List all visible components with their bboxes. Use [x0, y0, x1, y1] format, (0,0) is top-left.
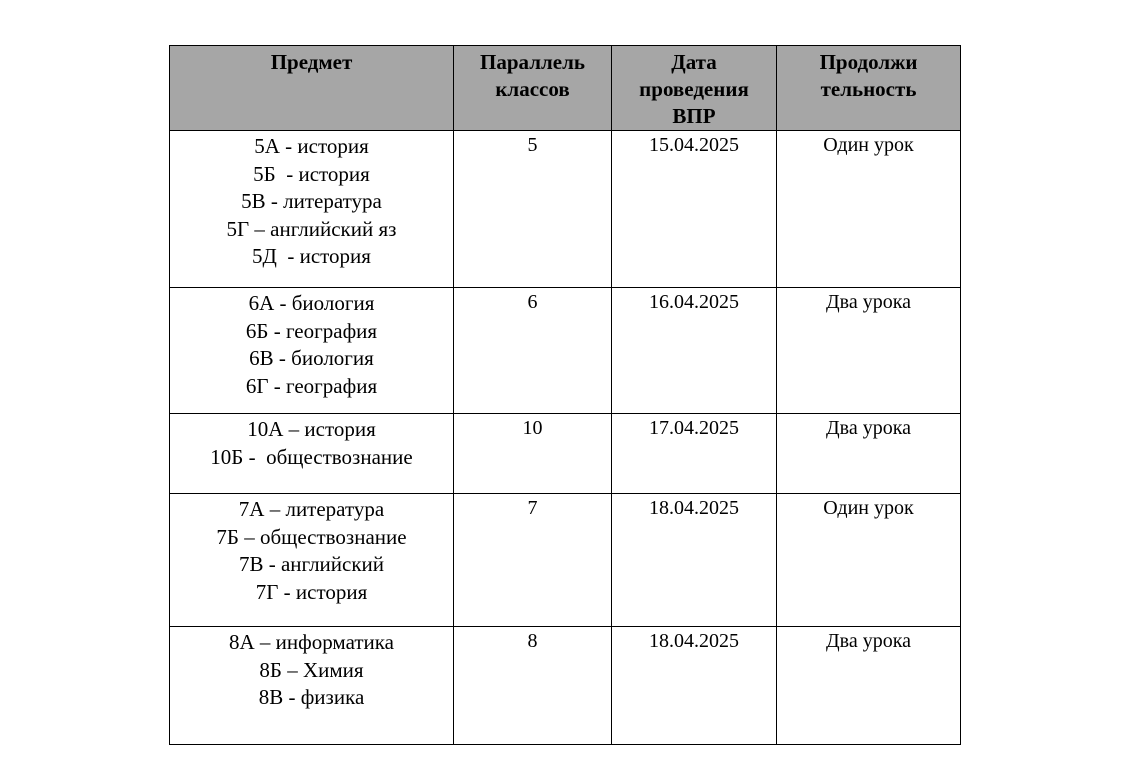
- subject-line: 6В - биология: [249, 346, 374, 371]
- duration-cell: Один урок: [777, 494, 961, 627]
- duration-cell: Два урока: [777, 414, 961, 494]
- subject-line: 7А – литература: [238, 497, 385, 521]
- table-row: [170, 494, 961, 627]
- subject-line: 10Б - обществознание: [210, 444, 413, 469]
- grade-cell: 8: [454, 627, 612, 745]
- date-cell: 15.04.2025: [612, 131, 777, 288]
- subject-cell: [170, 494, 454, 627]
- subject-line: 8Б – Химия: [259, 657, 364, 682]
- subject-cell: [170, 131, 454, 288]
- subject-line: 6Б - география: [245, 318, 378, 343]
- header-date-line: ВПР: [672, 104, 716, 128]
- header-duration-line: тельность: [820, 77, 917, 101]
- header-subject-text: Предмет: [270, 50, 353, 74]
- header-date: [612, 46, 777, 131]
- date-cell: 18.04.2025: [612, 627, 777, 745]
- header-grade-line: классов: [495, 77, 570, 101]
- date-cell: 18.04.2025: [612, 494, 777, 627]
- subject-line: 5В - литература: [241, 189, 382, 214]
- subject-line: 10А – история: [247, 417, 376, 441]
- table-row: [170, 414, 961, 494]
- header-subject: [170, 46, 454, 131]
- subject-line: 5Д - история: [252, 244, 371, 269]
- grade-cell: 7: [454, 494, 612, 627]
- grade-cell: 6: [454, 288, 612, 414]
- header-grade: [454, 46, 612, 131]
- subject-cell: [170, 627, 454, 745]
- vpr-schedule-table: [169, 45, 961, 745]
- subject-line: 7Б – обществознание: [216, 524, 407, 549]
- table-row: [170, 627, 961, 745]
- duration-cell: Два урока: [777, 627, 961, 745]
- subject-line: 5Б - история: [253, 161, 370, 186]
- date-cell: 16.04.2025: [612, 288, 777, 414]
- subject-line: 8А – информатика: [229, 630, 394, 654]
- grade-cell: 5: [454, 131, 612, 288]
- subject-line: 8В - физика: [258, 685, 365, 710]
- header-date-line: проведения: [639, 77, 749, 101]
- subject-line: 7Г - история: [255, 579, 368, 604]
- table-header-row: [170, 46, 961, 131]
- header-grade-line: Параллель: [480, 50, 585, 74]
- subject-cell: [170, 288, 454, 414]
- subject-line: 7В - английский: [238, 552, 385, 577]
- subject-line: 6А - биология: [248, 291, 375, 315]
- header-date-line: Дата: [671, 50, 717, 74]
- header-duration-line: Продолжи: [819, 50, 918, 74]
- subject-cell: [170, 414, 454, 494]
- table-row: [170, 288, 961, 414]
- subject-line: 5Г – английский яз: [226, 216, 397, 241]
- subject-line: 6Г - география: [245, 373, 378, 398]
- subject-line: 5А - история: [254, 134, 369, 158]
- duration-cell: Два урока: [777, 288, 961, 414]
- date-cell: 17.04.2025: [612, 414, 777, 494]
- table-row: [170, 131, 961, 288]
- duration-cell: Один урок: [777, 131, 961, 288]
- header-duration: [777, 46, 961, 131]
- grade-cell: 10: [454, 414, 612, 494]
